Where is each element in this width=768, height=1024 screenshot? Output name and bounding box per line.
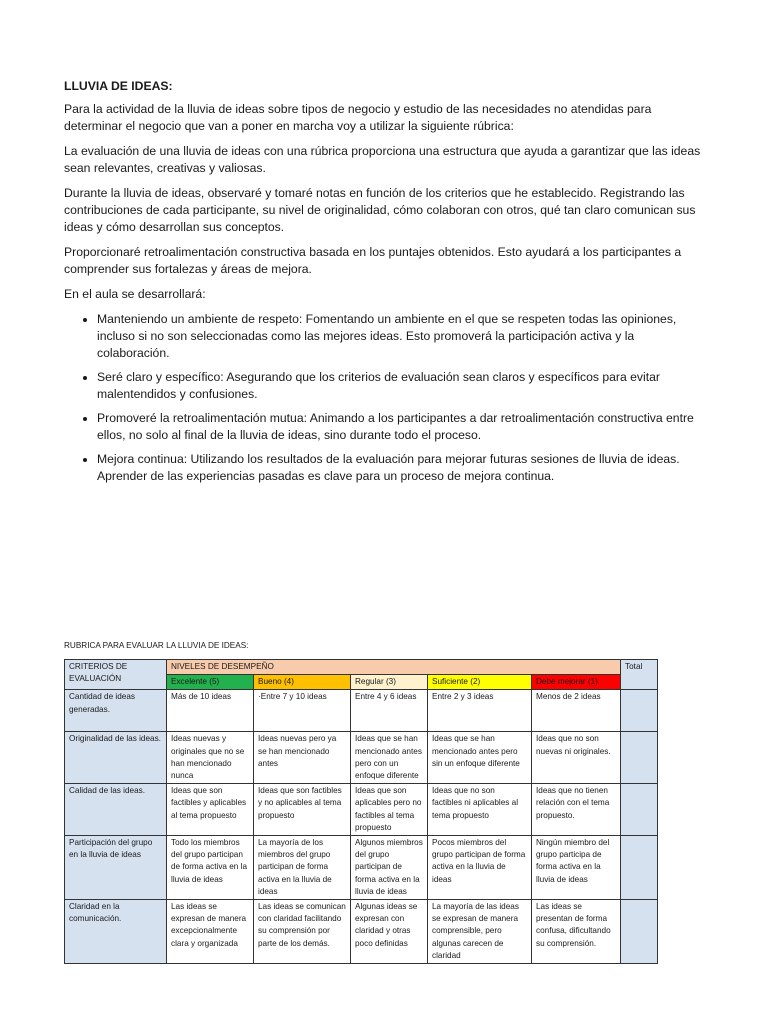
total-cell bbox=[621, 784, 658, 836]
total-cell bbox=[621, 690, 658, 732]
level-bueno: Bueno (4) bbox=[254, 675, 351, 690]
criterion-cell: Claridad en la comunicación. bbox=[65, 900, 167, 964]
criteria-header: CRITERIOS DE EVALUACIÓN bbox=[65, 660, 167, 690]
level-debe-mejorar: Debe mejorar (1) bbox=[532, 675, 621, 690]
rubric-cell: Ideas nuevas y originales que no se han mencionado nunca bbox=[167, 732, 254, 784]
table-row bbox=[65, 900, 658, 964]
rubric-header-row bbox=[65, 660, 658, 675]
rubric-cell: Ideas que son factibles y aplicables al tema propuesto bbox=[167, 784, 254, 836]
rubric-cell: La mayoría de las ideas se expresan de manera comprensible, pero algunas carecen de claridad bbox=[428, 900, 532, 964]
total-cell bbox=[621, 732, 658, 784]
rubric-cell: Ideas que no tienen relación con el tema propuesto. bbox=[532, 784, 621, 836]
document-body bbox=[64, 78, 704, 492]
paragraph: En el aula se desarrollará: bbox=[64, 287, 206, 301]
table-row bbox=[65, 784, 658, 836]
criterion-cell: Participación del grupo en la lluvia de ideas bbox=[65, 836, 167, 900]
rubric-cell: Todo los miembros del grupo participan de forma activa en la lluvia de ideas bbox=[167, 836, 254, 900]
level-suficiente: Suficiente (2) bbox=[428, 675, 532, 690]
total-cell bbox=[621, 900, 658, 964]
rubric-cell: Más de 10 ideas bbox=[167, 690, 254, 732]
rubric-cell: Ideas que son factibles y no aplicables al tema propuesto bbox=[254, 784, 351, 836]
bullet-item: • Manteniendo un ambiente de respeto: Fomentando un ambiente en el que se respeten todas las opiniones, incluso si no son seleccionadas como las mejores ideas. Esto promoverá la participación activa y la colaboración. bbox=[97, 311, 704, 362]
rubric-cell: Ideas que no son factibles ni aplicables al tema propuesto bbox=[428, 784, 532, 836]
rubric-cell: Ideas que se han mencionado antes pero sin un enfoque diferente bbox=[428, 732, 532, 784]
rubric-cell: Ideas que se han mencionado antes pero con un enfoque diferente bbox=[351, 732, 428, 784]
rubric-title: RUBRICA PARA EVALUAR LA LLUVIA DE IDEAS: bbox=[64, 641, 249, 650]
paragraph: Para la actividad de la lluvia de ideas sobre tipos de negocio y estudio de las necesidades no atendidas para determinar el negocio que van a poner en marcha voy a utilizar la siguiente rúbrica: bbox=[64, 102, 652, 133]
rubric-cell: Ideas nuevas pero ya se han mencionado antes bbox=[254, 732, 351, 784]
rubric-cell: Entre 2 y 3 ideas bbox=[428, 690, 532, 732]
rubric-cell: ·Entre 7 y 10 ideas bbox=[254, 690, 351, 732]
rubric-cell: La mayoría de los miembros del grupo participan de forma activa en la lluvia de ideas bbox=[254, 836, 351, 900]
level-regular: Regular (3) bbox=[351, 675, 428, 690]
rubric-cell: Pocos miembros del grupo participan de forma activa en la lluvia de ideas bbox=[428, 836, 532, 900]
paragraph: Proporcionaré retroalimentación constructiva basada en los puntajes obtenidos. Esto ayudará a los participantes a comprender sus fortalezas y áreas de mejora. bbox=[64, 245, 682, 276]
bullet-list bbox=[64, 311, 704, 485]
level-excelente: Excelente (5) bbox=[167, 675, 254, 690]
criterion-cell: Cantidad de ideas generadas. bbox=[65, 690, 167, 732]
rubric-cell: Algunas ideas se expresan con claridad y otras poco definidas bbox=[351, 900, 428, 964]
total-cell bbox=[621, 836, 658, 900]
rubric-cell: Menos de 2 ideas bbox=[532, 690, 621, 732]
rubric-cell: Las ideas se comunican con claridad facilitando su comprensión por parte de los demás. bbox=[254, 900, 351, 964]
rubric-cell: Ideas que no son nuevas ni originales. bbox=[532, 732, 621, 784]
rubric-cell: Las ideas se expresan de manera excepcionalmente clara y organizada bbox=[167, 900, 254, 964]
table-row bbox=[65, 690, 658, 732]
total-header: Total bbox=[621, 660, 658, 690]
criterion-cell: Originalidad de las ideas. bbox=[65, 732, 167, 784]
rubric-cell: Las ideas se presentan de forma confusa, dificultando su comprensión. bbox=[532, 900, 621, 964]
rubric-cell: Algunos miembros del grupo participan de forma activa en la lluvia de ideas bbox=[351, 836, 428, 900]
rubric-cell: Ideas que son aplicables pero no factibles al tema propuesto bbox=[351, 784, 428, 836]
rubric-cell: Entre 4 y 6 ideas bbox=[351, 690, 428, 732]
criterion-cell: Calidad de las ideas. bbox=[65, 784, 167, 836]
paragraph: La evaluación de una lluvia de ideas con una rúbrica proporciona una estructura que ayuda a garantizar que las ideas sean relevantes, creativas y valiosas. bbox=[64, 144, 701, 175]
paragraph: Durante la lluvia de ideas, observaré y tomaré notas en función de los criterios que he establecido. Registrando las contribuciones de cada participante, su nivel de originalidad, cómo colaboran con otros, qué tan claro comunican sus ideas y cómo desarrollan sus conceptos. bbox=[64, 186, 696, 234]
bullet-item: • Promoveré la retroalimentación mutua: Animando a los participantes a dar retroalimentación constructiva entre ellos, no solo al final de la lluvia de ideas, sino durante todo el proceso. bbox=[97, 410, 704, 444]
levels-header: NIVELES DE DESEMPEÑO bbox=[167, 660, 621, 675]
rubric-table bbox=[64, 659, 658, 964]
rubric-cell: Ningún miembro del grupo participa de forma activa en la lluvia de ideas bbox=[532, 836, 621, 900]
table-row bbox=[65, 732, 658, 784]
bullet-item: • Seré claro y específico: Asegurando que los criterios de evaluación sean claros y específicos para evitar malentendidos y confusiones. bbox=[97, 369, 704, 403]
table-row bbox=[65, 836, 658, 900]
document-heading: LLUVIA DE IDEAS: bbox=[64, 79, 173, 93]
bullet-item: • Mejora continua: Utilizando los resultados de la evaluación para mejorar futuras sesiones de lluvia de ideas. Aprender de las experiencias pasadas es clave para un proceso de mejora continua. bbox=[97, 451, 704, 485]
